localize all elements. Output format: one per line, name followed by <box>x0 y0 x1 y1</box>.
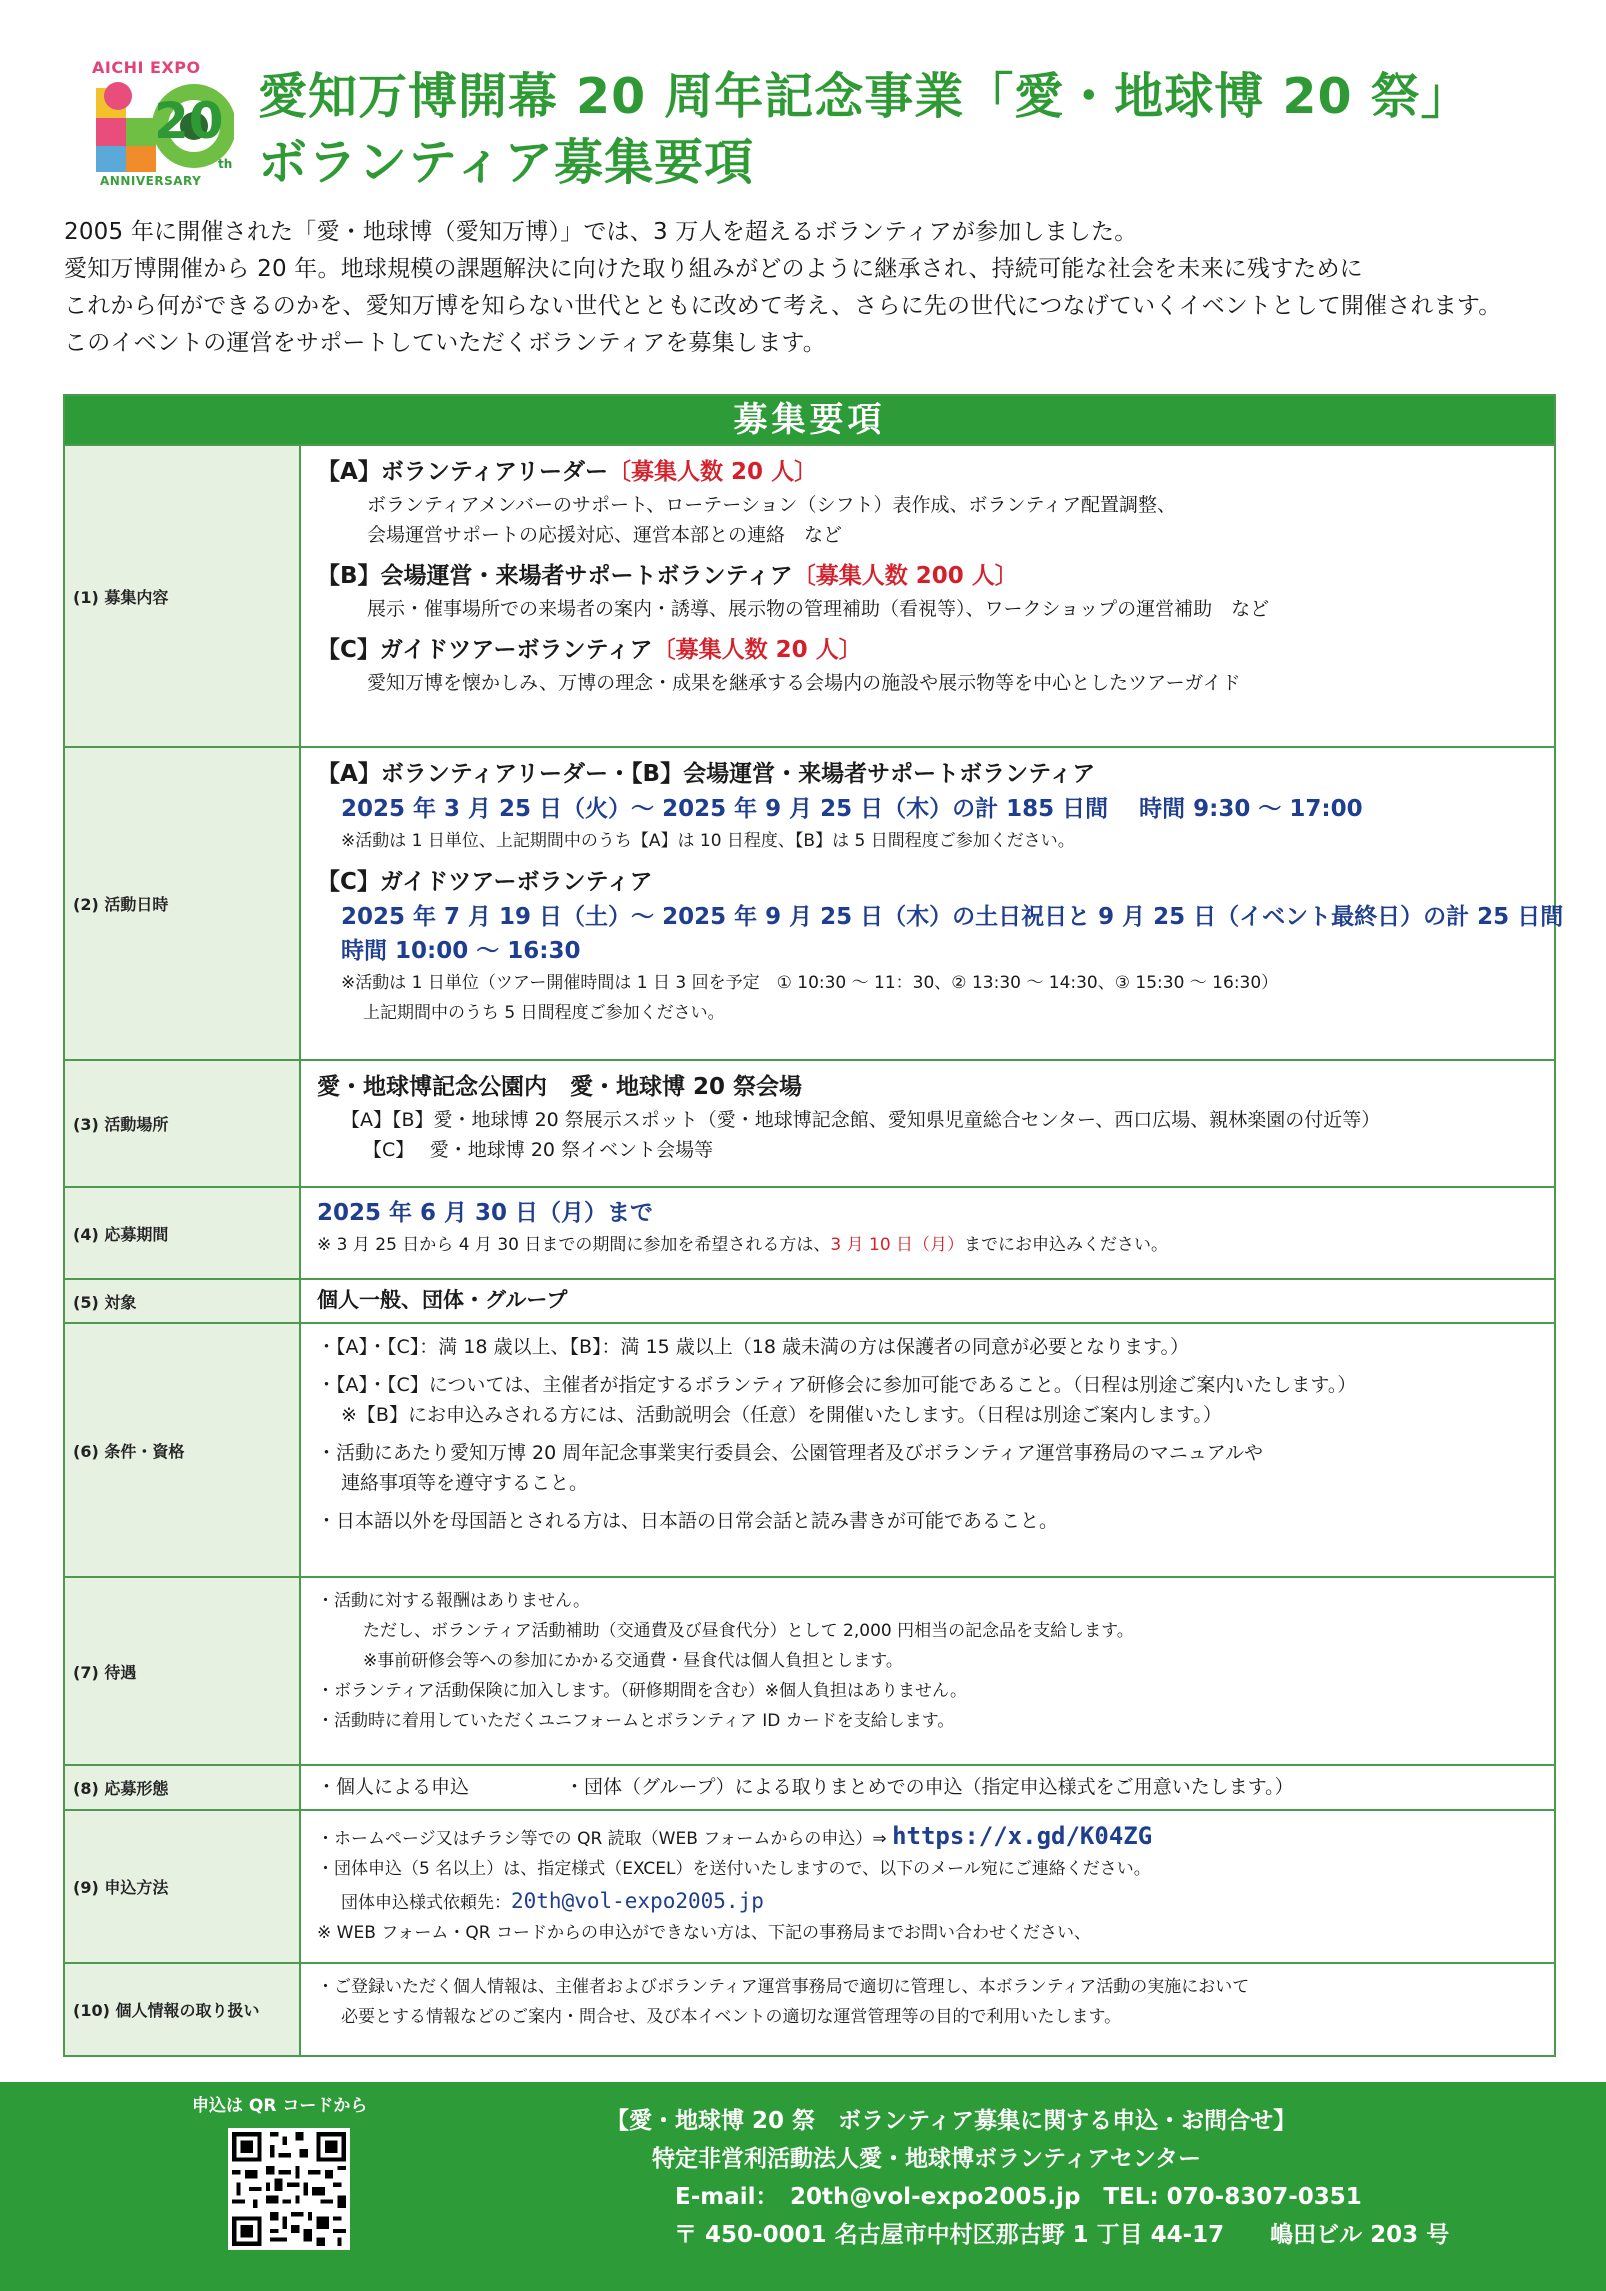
row-label: (4) 応募期間 <box>65 1188 301 1278</box>
row-content <box>301 1280 1554 1322</box>
condition-item: ・【A】・【C】については、主催者が指定するボランティア研修会に参加可能であること。（日程は別途ご案内いたします。） <box>317 1374 1357 1396</box>
row-content <box>301 1578 1554 1764</box>
method-note: ※ WEB フォーム・QR コードからの申込ができない方は、下記の事務局までお問い合わせください、 <box>317 1923 1092 1943</box>
early-deadline: 3 月 10 日（月） <box>830 1235 965 1255</box>
condition-item: ・日本語以外を母国語とされる方は、日本語の日常会話と読み書きが可能であること。 <box>317 1510 1059 1532</box>
row-content <box>301 1766 1554 1809</box>
requirements-table <box>63 394 1564 2057</box>
condition-item: 連絡事項等を遵守すること。 <box>341 1472 589 1494</box>
role-a-heading: 【A】ボランティアリーダー〔募集人数 20 人〕 <box>317 459 818 485</box>
intro-line: 愛知万博開催から 20 年。地球規模の課題解決に向けた取り組みがどのように継承され、持続可能な社会を未来に残すために <box>64 256 1363 282</box>
location-ab: 【A】【B】愛・地球博 20 祭展示スポット（愛・地球博記念館、愛知県児童総合センター、西口広場、親林楽園の付近等） <box>341 1109 1381 1131</box>
row-content <box>301 1061 1554 1186</box>
benefit-item: ・活動時に着用していただくユニフォームとボランティア ID カードを支給します。 <box>317 1711 955 1731</box>
row-content <box>301 1188 1554 1278</box>
schedule-ab-note: ※活動は 1 日単位、上記期間中のうち【A】は 10 日程度、【B】は 5 日間程度ご参加ください。 <box>341 831 1075 851</box>
row-label: (10) 個人情報の取り扱い <box>65 1964 301 2055</box>
role-c-count: 〔募集人数 20 人〕 <box>652 637 862 663</box>
logo-number: 20 <box>154 92 224 150</box>
row-target <box>65 1278 1554 1322</box>
row-label: (1) 募集内容 <box>65 446 301 746</box>
method-group-contact: 団体申込様式依頼先：20th@vol-expo2005.jp <box>341 1889 764 1913</box>
schedule-c-period: 2025 年 7 月 19 日（土）～ 2025 年 9 月 25 日（木）の土日祝日と 9 月 25 日（イベント最終日）の計 25 日間 <box>341 904 1564 930</box>
method-web: ・ホームページ又はチラシ等での QR 読取（WEB フォームからの申込）⇒ https://x.gd/K04ZG <box>317 1822 1153 1850</box>
row-label: (9) 申込方法 <box>65 1811 301 1962</box>
benefit-detail: ただし、ボランティア活動補助（交通費及び昼食代分）として 2,000 円相当の記念品を支給します。 <box>363 1621 1134 1641</box>
logo-bottom-text: ANNIVERSARY <box>100 174 202 188</box>
target-text: 個人一般、団体・グループ <box>317 1288 568 1312</box>
schedule-c-time: 時間 10:00 ～ 16:30 <box>341 938 581 964</box>
row-label: (3) 活動場所 <box>65 1061 301 1186</box>
role-a-desc: 会場運営サポートの応援対応、運営本部との連絡 など <box>367 524 843 546</box>
schedule-c-note: ※活動は 1 日単位（ツアー開催時間は 1 日 3 回を予定 ① 10:30 ～ 11：30、② 13:30 ～ 14:30、③ 15:30 ～ 16:30） <box>341 973 1279 993</box>
intro-line: これから何ができるのかを、愛知万博を知らない世代とともに改めて考え、さらに先の世代につなげていくイベントとして開催されます。 <box>64 293 1502 319</box>
row-content <box>301 446 1554 746</box>
row-label: (6) 条件・資格 <box>65 1324 301 1576</box>
anniversary-20-logo-icon <box>94 78 234 174</box>
contact-address: 〒 450-0001 名古屋市中村区那古野 1 丁目 44-17 嶋田ビル 203 号 <box>674 2222 1450 2248</box>
condition-item: ・活動にあたり愛知万博 20 周年記念事業実行委員会、公園管理者及びボランティア運営事務局のマニュアルや <box>317 1442 1263 1464</box>
contact-info <box>556 2102 1556 2254</box>
page-title <box>258 64 1471 196</box>
role-c-desc: 愛知万博を懐かしみ、万博の理念・成果を継承する会場内の施設や展示物等を中心としたツアーガイド <box>367 672 1241 694</box>
row-application-period <box>65 1186 1554 1278</box>
application-form-options <box>317 1772 1554 1802</box>
title-line-2: ボランティア募集要項 <box>258 134 755 191</box>
role-a-desc: ボランティアメンバーのサポート、ローテーション（シフト）表作成、ボランティア配置調整、 <box>367 494 1177 516</box>
intro-text <box>64 214 1564 362</box>
title-line-1: 愛知万博開幕 20 周年記念事業「愛・地球博 20 祭」 <box>258 68 1471 125</box>
benefit-item: ・活動に対する報酬はありません。 <box>317 1591 591 1611</box>
row-activity-dates <box>65 746 1564 1059</box>
qr-caption: 申込は QR コードから <box>192 2096 368 2116</box>
row-content <box>301 1324 1554 1576</box>
aichi-expo-20th-logo <box>88 56 238 194</box>
contact-heading: 【愛・地球博 20 祭 ボランティア募集に関する申込・お問合せ】 <box>606 2108 1297 2134</box>
benefit-detail: ※事前研修会等への参加にかかる交通費・昼食代は個人負担とします。 <box>363 1651 903 1671</box>
privacy-text: ・ご登録いただく個人情報は、主催者およびボランティア運営事務局で適切に管理し、本ボランティア活動の実施において <box>317 1977 1250 1997</box>
role-b-count: 〔募集人数 200 人〕 <box>792 563 1018 589</box>
contact-footer <box>0 2082 1606 2291</box>
row-content <box>301 1964 1554 2055</box>
intro-line: 2005 年に開催された「愛・地球博（愛知万博）」では、3 万人を超えるボランティアが参加しました。 <box>64 219 1138 245</box>
method-group: ・団体申込（5 名以上）は、指定様式（EXCEL）を送付いたしますので、以下のメール宛にご連絡ください。 <box>317 1859 1151 1879</box>
option-group: ・団体（グループ）による取りまとめでの申込（指定申込様式をご用意いたします。） <box>565 1776 1294 1798</box>
intro-line: このイベントの運営をサポートしていただくボランティアを募集します。 <box>64 330 826 356</box>
row-recruitment-content <box>65 444 1554 746</box>
role-a-count: 〔募集人数 20 人〕 <box>608 459 818 485</box>
row-label: (7) 待遇 <box>65 1578 301 1764</box>
row-label: (5) 対象 <box>65 1280 301 1322</box>
row-content <box>301 748 1563 1059</box>
application-note: ※ 3 月 25 日から 4 月 30 日までの期間に参加を希望される方は、3 月 10 日（月）までにお申込みください。 <box>317 1235 1169 1255</box>
schedule-c-heading: 【C】ガイドツアーボランティア <box>317 869 653 895</box>
role-c-heading: 【C】ガイドツアーボランティア〔募集人数 20 人〕 <box>317 637 862 663</box>
row-activity-location <box>65 1059 1554 1186</box>
logo-superscript: th <box>218 157 233 171</box>
role-b-desc: 展示・催事場所での来場者の案内・誘導、展示物の管理補助（看視等）、ワークショップの運営補助 など <box>367 598 1270 620</box>
condition-item: ・【A】・【C】：満 18 歳以上、【B】：満 15 歳以上（18 歳未満の方は保護者の同意が必要となります。） <box>317 1336 1190 1358</box>
role-b-heading: 【B】会場運営・来場者サポートボランティア〔募集人数 200 人〕 <box>317 563 1018 589</box>
requirements-heading: 募集要項 <box>65 396 1554 444</box>
row-benefits <box>65 1576 1554 1764</box>
schedule-ab-heading: 【A】ボランティアリーダー・【B】会場運営・来場者サポートボランティア <box>317 761 1096 787</box>
row-label: (8) 応募形態 <box>65 1766 301 1809</box>
option-individual: ・個人による申込 <box>317 1776 470 1798</box>
location-venue: 愛・地球博記念公園内 愛・地球博 20 祭会場 <box>317 1074 803 1100</box>
application-deadline: 2025 年 6 月 30 日（月）まで <box>317 1200 654 1226</box>
row-application-form <box>65 1764 1554 1809</box>
schedule-c-note: 上記期間中のうち 5 日間程度ご参加ください。 <box>363 1003 725 1023</box>
row-content <box>301 1811 1554 1962</box>
condition-note: ※【B】にお申込みされる方には、活動説明会（任意）を開催いたします。（日程は別途ご案内します。） <box>341 1404 1222 1426</box>
schedule-ab-period: 2025 年 3 月 25 日（火）～ 2025 年 9 月 25 日（木）の計 185 日間 時間 9:30 ～ 17:00 <box>341 796 1363 822</box>
qr-code-icon[interactable] <box>228 2128 350 2250</box>
group-request-email-link[interactable]: 20th@vol-expo2005.jp <box>511 1889 764 1913</box>
contact-email-tel: E-mail： 20th@vol-expo2005.jp TEL: 070-8307-0351 <box>675 2184 1362 2210</box>
organization-name: 特定非営利活動法人愛・地球博ボランティアセンター <box>652 2146 1202 2172</box>
logo-top-text: AICHI EXPO <box>92 58 201 77</box>
row-privacy <box>65 1962 1554 2055</box>
location-c: 【C】 愛・地球博 20 祭イベント会場等 <box>363 1139 714 1161</box>
row-application-method <box>65 1809 1554 1962</box>
application-url-link[interactable]: https://x.gd/K04ZG <box>892 1822 1153 1850</box>
privacy-text: 必要とする情報などのご案内・問合せ、及び本イベントの適切な運営管理等の目的で利用いたします。 <box>341 2007 1122 2027</box>
row-label: (2) 活動日時 <box>65 748 301 1059</box>
benefit-item: ・ボランティア活動保険に加入します。（研修期間を含む）※個人負担はありません。 <box>317 1681 968 1701</box>
row-conditions <box>65 1322 1554 1576</box>
